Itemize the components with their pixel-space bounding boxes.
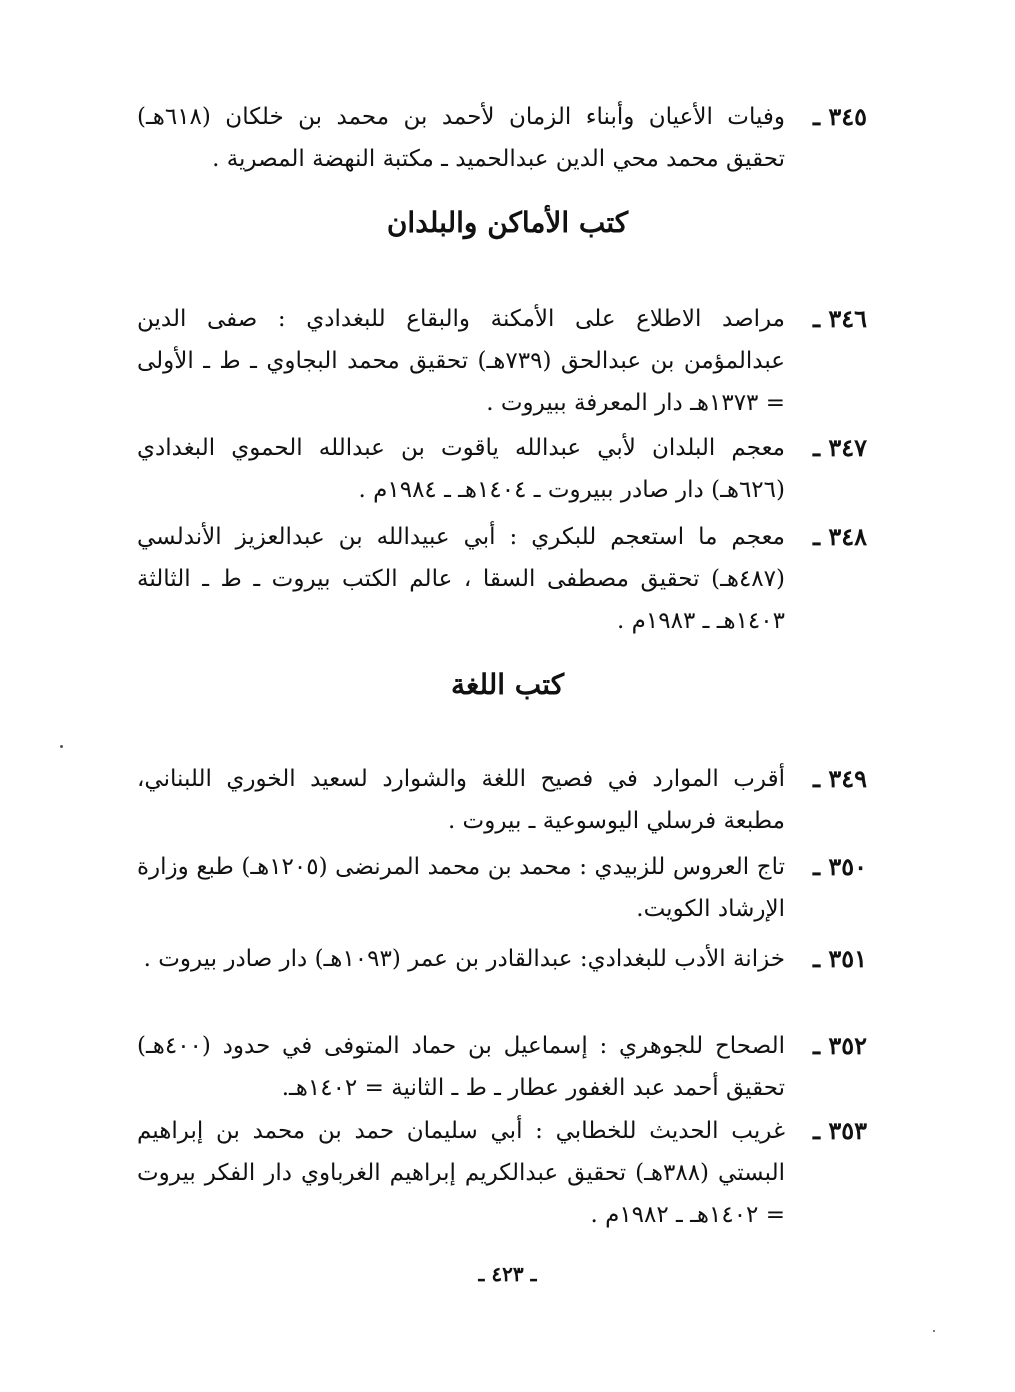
scan-speck [933, 1330, 935, 1332]
bibliography-entry-346 [137, 298, 867, 428]
entry-number: ٣٥٢ ـ [812, 1031, 867, 1060]
entry-text: خزانة الأدب للبغدادي: عبدالقادر بن عمر (١٠٩٣هـ) دار صادر بيروت . [143, 946, 785, 972]
entry-number: ٣٤٦ ـ [812, 304, 867, 333]
entry-text: مراصد الاطلاع على الأمكنة والبقاع للبغدادي : صفى الدين عبدالمؤمن بن عبدالحق (٧٣٩هـ) تحقيق محمد البجاوي ـ ط ـ الأولى = ١٣٧٣هـ دار المعرفة ببيروت . [137, 306, 785, 416]
bibliography-entry-352 [137, 1025, 867, 1115]
section-heading-language: كتب اللغة [450, 668, 565, 701]
entry-number: ٣٤٥ ـ [812, 102, 867, 131]
bibliography-entry-348 [137, 516, 867, 646]
entry-number: ٣٤٧ ـ [812, 433, 867, 462]
entry-number: ٣٤٨ ـ [812, 522, 867, 551]
entry-text: تاج العروس للزبيدي : محمد بن محمد المرنضى (١٢٠٥هـ) طبع وزارة الإرشاد الكويت. [137, 854, 785, 922]
page-number: ـ ٤٢٣ ـ [478, 1262, 537, 1286]
entry-number: ٣٤٩ ـ [812, 764, 867, 793]
entry-text: معجم البلدان لأبي عبدالله ياقوت بن عبدالله الحموي البغدادي (٦٢٦هـ) دار صادر ببيروت ـ ١٤٠٤هـ ـ ١٩٨٤م . [137, 435, 785, 503]
bibliography-entry-347 [137, 427, 867, 517]
bibliography-entry-350 [137, 846, 867, 936]
scan-speck [60, 745, 63, 748]
entry-text: أقرب الموارد في فصيح اللغة والشوارد لسعيد الخوري اللبناني، مطبعة فرسلي اليوسوعية ـ بيروت . [137, 766, 785, 834]
entry-text: الصحاح للجوهري : إسماعيل بن حماد المتوفى في حدود (٤٠٠هـ) تحقيق أحمد عبد الغفور عطار ـ ط ـ الثانية = ١٤٠٢هـ. [137, 1033, 785, 1101]
bibliography-entry-349 [137, 758, 867, 848]
entry-text: معجم ما استعجم للبكري : أبي عبيدالله بن عبدالعزيز الأندلسي (٤٨٧هـ) تحقيق مصطفى السقا ، عالم الكتب بيروت ـ ط ـ الثالثة ١٤٠٣هـ ـ ١٩٨٣م . [137, 524, 785, 634]
bibliography-entry-345 [137, 96, 867, 186]
entry-number: ٣٥٠ ـ [812, 852, 867, 881]
entry-text: غريب الحديث للخطابي : أبي سليمان حمد بن محمد بن إبراهيم البستي (٣٨٨هـ) تحقيق عبدالكريم إبراهيم الغرباوي دار الفكر بيروت = ١٤٠٢هـ ـ ١٩٨٢م . [137, 1118, 785, 1228]
bibliography-entry-351 [137, 938, 867, 1028]
entry-number: ٣٥٣ ـ [812, 1116, 867, 1145]
bibliography-entry-353 [137, 1110, 867, 1240]
section-heading-places: كتب الأماكن والبلدان [386, 206, 629, 239]
entry-number: ٣٥١ ـ [812, 944, 867, 973]
entry-text: وفيات الأعيان وأبناء الزمان لأحمد بن محمد بن خلكان (٦١٨هـ) تحقيق محمد محي الدين عبدالحميد ـ مكتبة النهضة المصرية . [137, 104, 785, 172]
